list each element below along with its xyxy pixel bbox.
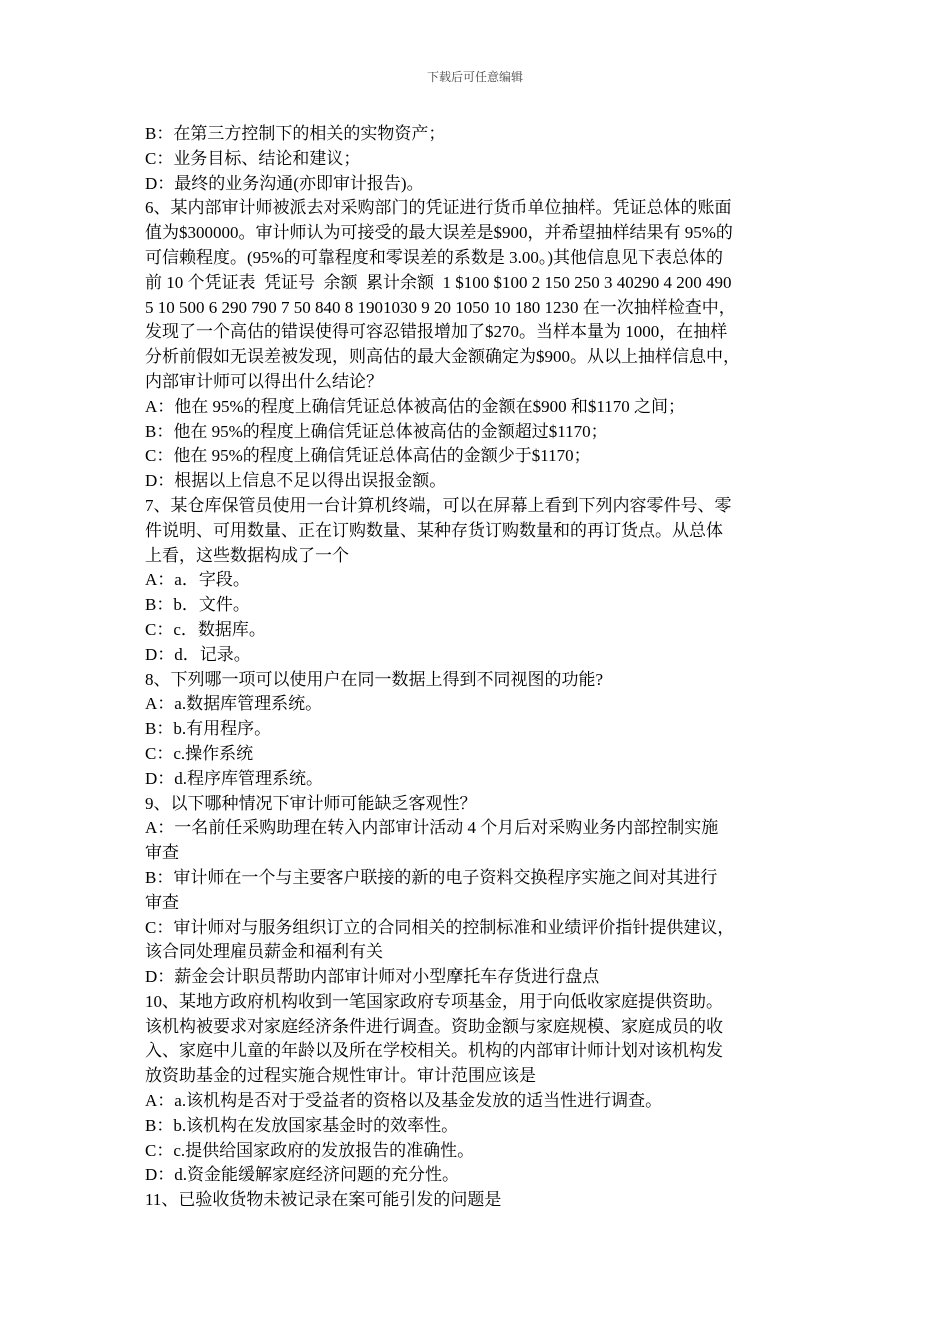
text-line: B：审计师在一个与主要客户联接的新的电子资料交换程序实施之间对其进行 bbox=[145, 867, 718, 887]
document-body bbox=[145, 122, 810, 1213]
text-line: 5 10 500 6 290 790 7 50 840 8 1901030 9 20 1050 10 180 1230 在一次抽样检查中， bbox=[145, 297, 736, 317]
text-line: 可信赖程度。(95%的可靠程度和零误差的系数是 3.00。)其他信息见下表总体的 bbox=[145, 247, 723, 267]
text-line: 10、某地方政府机构收到一笔国家政府专项基金，用于向低收家庭提供资助。 bbox=[145, 991, 723, 1011]
text-line: D：d.程序库管理系统。 bbox=[145, 768, 324, 788]
text-line: A：a.该机构是否对于受益者的资格以及基金发放的适当性进行调查。 bbox=[145, 1091, 663, 1111]
text-line: 内部审计师可以得出什么结论？ bbox=[145, 371, 383, 391]
text-line: 审查 bbox=[145, 843, 179, 863]
text-line: B：b.该机构在发放国家基金时的效率性。 bbox=[145, 1115, 459, 1135]
text-line: D：d．记录。 bbox=[145, 644, 251, 664]
text-line: 8、下列哪一项可以使用户在同一数据上得到不同视图的功能? bbox=[145, 669, 604, 689]
text-line: 件说明、可用数量、正在订购数量、某种存货订购数量和的再订货点。从总体 bbox=[145, 520, 723, 540]
text-line: 7、某仓库保管员使用一台计算机终端，可以在屏幕上看到下列内容零件号、零 bbox=[145, 495, 732, 515]
text-line: D：根据以上信息不足以得出误报金额。 bbox=[145, 471, 447, 491]
text-line: C：他在 95%的程度上确信凭证总体高估的金额少于$1170； bbox=[145, 446, 591, 466]
text-line: 发现了一个高估的错误使得可容忍错报增加了$270。当样本量为 1000，在抽样 bbox=[145, 322, 728, 342]
text-line: C：c.提供给国家政府的发放报告的准确性。 bbox=[145, 1140, 475, 1160]
text-line: 该合同处理雇员薪金和福利有关 bbox=[145, 942, 383, 962]
text-line: 值为$300000。审计师认为可接受的最大误差是$900，并希望抽样结果有 95%的 bbox=[145, 223, 733, 243]
text-line: D：最终的业务沟通(亦即审计报告)。 bbox=[145, 173, 424, 193]
text-line: C：审计师对与服务组织订立的合同相关的控制标准和业绩评价指针提供建议， bbox=[145, 917, 735, 937]
text-line: A：a．字段。 bbox=[145, 570, 250, 590]
text-line: D：薪金会计职员帮助内部审计师对小型摩托车存货进行盘点 bbox=[145, 967, 600, 987]
text-line: 6、某内部审计师被派去对采购部门的凭证进行货币单位抽样。凭证总体的账面 bbox=[145, 198, 732, 218]
text-line: 入、家庭中儿童的年龄以及所在学校相关。机构的内部审计师计划对该机构发 bbox=[145, 1041, 723, 1061]
text-line: D：d.资金能缓解家庭经济问题的充分性。 bbox=[145, 1165, 460, 1185]
text-line: 该机构被要求对家庭经济条件进行调查。资助金额与家庭规模、家庭成员的收 bbox=[145, 1016, 723, 1036]
text-line: A：a.数据库管理系统。 bbox=[145, 694, 323, 714]
text-line: 审查 bbox=[145, 892, 179, 912]
text-line: B：b．文件。 bbox=[145, 595, 250, 615]
text-line: C：c．数据库。 bbox=[145, 619, 266, 639]
text-line: 分析前假如无误差被发现，则高估的最大金额确定为$900。从以上抽样信息中， bbox=[145, 347, 740, 367]
text-line: 前 10 个凭证表 凭证号 余额 累计余额 1 $100 $100 2 150 250 3 40290 4 200 490 bbox=[145, 272, 732, 292]
text-line: B：他在 95%的程度上确信凭证总体被高估的金额超过$1170； bbox=[145, 421, 608, 441]
text-line: A：他在 95%的程度上确信凭证总体被高估的金额在$900 和$1170 之间； bbox=[145, 396, 686, 416]
page-header: 下载后可任意编辑 bbox=[426, 70, 523, 84]
text-line: C：业务目标、结论和建议； bbox=[145, 148, 361, 168]
text-line: 9、以下哪种情况下审计师可能缺乏客观性？ bbox=[145, 793, 477, 813]
text-line: C：c.操作系统 bbox=[145, 743, 254, 763]
text-line: 11、已验收货物未被记录在案可能引发的问题是 bbox=[145, 1190, 502, 1210]
text-line: 上看，这些数据构成了一个 bbox=[145, 545, 349, 565]
text-line: B：在第三方控制下的相关的实物资产； bbox=[145, 124, 446, 143]
text-line: B：b.有用程序。 bbox=[145, 719, 272, 739]
text-line: A：一名前任采购助理在转入内部审计活动 4 个月后对采购业务内部控制实施 bbox=[145, 818, 719, 838]
text-line: 放资助基金的过程实施合规性审计。审计范围应该是 bbox=[145, 1066, 536, 1086]
